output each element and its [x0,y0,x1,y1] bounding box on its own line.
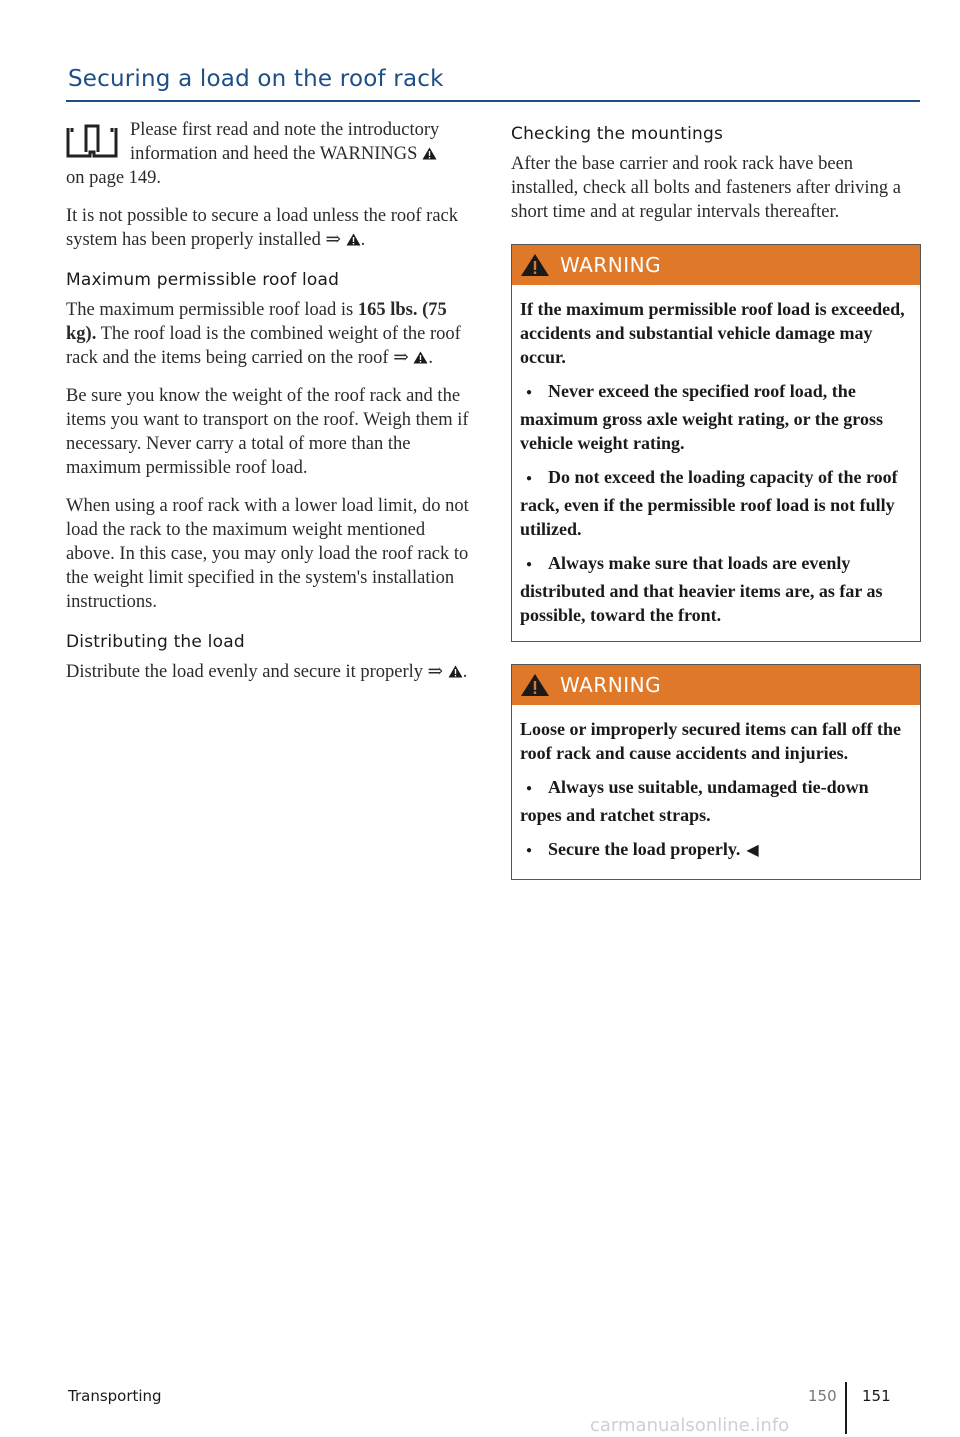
distribute-text: Distribute the load evenly and secure it properly ⇒ [66,662,444,682]
warning-box-1 [511,244,921,642]
warning-header-2 [512,665,920,705]
page-number-right: 151 [862,1387,891,1405]
page-divider [845,1382,847,1434]
warning-bullet: ● Never exceed the specified roof load, the maximum gross axle weight rating, or the gross vehicle weight rating. [520,379,912,455]
warning-body-2 [512,705,920,879]
weigh-paragraph: Be sure you know the weight of the roof rack and the items you want to transport on the roof. Weigh them if necessary. Never carry a total of more than the maximum permissible roof load. [66,386,469,478]
warning-triangle-icon [422,147,437,160]
install-text: It is not possible to secure a load unless the roof rack system has been properly installed ⇒ [66,206,458,250]
title-rule [66,100,920,102]
max-load-text-1: The maximum permissible roof load is [66,300,354,320]
warning-triangle-icon [520,673,550,697]
max-load-text-2: The roof load is the combined weight of the roof rack and the items being carried on the roof ⇒ [66,324,461,368]
intro-text: Please first read and note the introductory information and heed the WARNINGS [130,120,440,164]
warning-bullet-text: Secure the load properly. [548,839,741,859]
warning-box-2 [511,664,921,880]
right-column [511,118,921,902]
lower-limit-paragraph: When using a roof rack with a lower load limit, do not load the rack to the maximum weight mentioned above. In this case, you may only load the roof rack to the weight limit specified in the system's installation instructions. [66,496,469,612]
max-load-paragraph: The maximum permissible roof load is 165 lbs. (75 kg). The roof load is the combined weight of the roof rack and the items being carried on the roof ⇒ . [66,300,461,368]
intro-page-ref: on page 149. [66,168,162,188]
warning-label-1: WARNING [560,253,662,277]
warning-lead-1: If the maximum permissible roof load is exceeded, accidents and substantial vehicle damage may occur. [520,299,905,367]
warning-label-2: WARNING [560,673,662,697]
warning-triangle-icon [346,233,361,246]
heading-distributing: Distributing the load [66,632,245,652]
warning-lead-2: Loose or improperly secured items can fall off the roof rack and cause accidents and injuries. [520,719,901,763]
page-number-left: 150 [808,1387,837,1405]
warning-bullet: ● Do not exceed the loading capacity of the roof rack, even if the permissible roof load is not fully utilized. [520,465,912,541]
heading-max-load: Maximum permissible roof load [66,270,340,290]
warning-header-1 [512,245,920,285]
warning-bullet: ● Always make sure that loads are evenly distributed and that heavier items are, as far as possible, toward the front. [520,551,912,627]
warning-bullet: ● Always use suitable, undamaged tie-down ropes and ratchet straps. [520,775,912,827]
page-title: Securing a load on the roof rack [68,66,444,92]
book-icon [64,122,120,160]
left-column [66,118,476,698]
warning-bullet [520,837,912,865]
warning-triangle-icon [520,253,550,277]
warning-triangle-icon [448,665,463,678]
intro-paragraph [66,118,476,190]
install-paragraph: It is not possible to secure a load unless the roof rack system has been properly installed ⇒ . [66,206,458,250]
warning-body-1 [512,285,920,641]
max-load-value: 165 lbs. (75 kg). [66,300,447,344]
distribute-paragraph: Distribute the load evenly and secure it properly ⇒ . [66,662,468,682]
watermark: carmanualsonline.info [590,1415,790,1436]
end-of-section-icon: ◀ [746,842,759,859]
checking-paragraph: After the base carrier and rook rack have been installed, check all bolts and fasteners after driving a short time and at regular intervals thereafter. [511,154,901,222]
warning-triangle-icon [413,351,428,364]
heading-checking: Checking the mountings [511,124,724,144]
footer-section-name: Transporting [68,1387,162,1405]
